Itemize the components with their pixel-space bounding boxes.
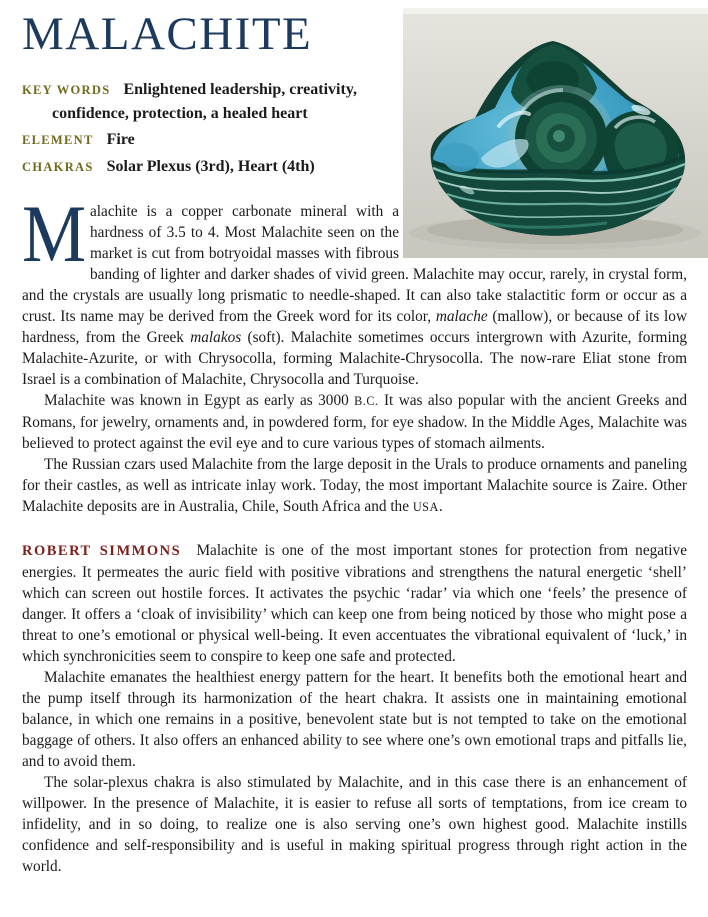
text-run: alachite is a copper carbonate mineral with a hardness of 3.5 to 4. Most Malachite seen on the market is cut from botryoidal masses with fibrous banding of lighter and darker shades of vivid green. Malachite may occur, rarely, in crystal form, and the crystals are usually long prismatic to needle-shaped. It can also take stalactitic form or occur as a crust. Its name may be derived from the Greek word for its color,: [22, 203, 687, 325]
text-run: Malachite emanates the healthiest energy pattern for the heart. It benefits both the emotional heart and the pump itself through its harmonization of the heart chakra. It assists one in maintaining emotional balance, in which one remains in a positive, benevolent state but is not tempted to take on the emotional baggage of others. It also offers an enhanced ability to see where one’s own emotional traps and pitfalls lie, and to avoid them.: [22, 669, 687, 770]
property-label: KEY WORDS: [22, 83, 111, 97]
text-run: Malachite is one of the most important stones for protection from negative energies. It permeates the auric field with positive vibrations and strengthens the natural energetic ‘shell’ which can screen out hostile forces. It activates the psychic ‘radar’ via which one ‘feels’ the presence of danger. It offers a ‘cloak of invisibility’ which can keep one from being noticed by those who might pose a threat to one’s emotional or physical well-being. It even accentuates the vibrational equivalent of ‘luck,’ in which synchronicities seem to conspire to keep one safe and protected.: [22, 542, 687, 665]
drop-cap: M: [22, 188, 87, 279]
italic-term: malache: [435, 308, 488, 325]
property-label: CHAKRAS: [22, 160, 94, 174]
text-run: The solar-plexus chakra is also stimulated by Malachite, and in this case there is an enhancement of willpower. In the presence of Malachite, it is easier to refuse all sorts of temptations, from ice cream to infidelity, and in so doing, to realize one is also serving one’s own highest good. Malachite instills confidence and self-responsibility and is useful in making spiritual progress through right action in the world.: [22, 774, 687, 875]
body-paragraph: [22, 540, 687, 667]
text-run: Malachite was known in Egypt as early as 3000: [44, 392, 355, 409]
property-label: ELEMENT: [22, 133, 94, 147]
property-value: Enlightened leadership, creativity, confidence, protection, a healed heart: [52, 81, 357, 122]
page-title: MALACHITE: [22, 8, 313, 60]
text-run: (mallow), or because of its low hardness, from the Greek: [22, 308, 687, 346]
property-value: Solar Plexus (3rd), Heart (4th): [106, 158, 315, 175]
photo-wrap-spacer: [399, 6, 687, 260]
text-run: The Russian czars used Malachite from the large deposit in the Urals to produce ornaments and paneling for their castles, as well as intricate inlay work. Today, the most important Malachite source is Zaire. Other Malachite deposits are in Australia, Chile, South Africa and the: [22, 456, 687, 515]
text-run: .: [438, 498, 443, 515]
italic-term: malakos: [190, 329, 242, 346]
robert-simmons-section: [22, 540, 687, 877]
small-caps-term: USA: [412, 500, 439, 514]
body-paragraph: [22, 667, 687, 772]
author-label: ROBERT SIMMONS: [22, 543, 182, 559]
text-run: (soft). Malachite sometimes occurs intergrown with Azurite, forming Malachite-Azurite, or with Chrysocolla, forming Malachite-Chrysocolla. The now-rare Eliat stone from Israel is a combination of Malachite, Chrysocolla and Turquoise.: [22, 329, 687, 388]
body-paragraph: [22, 772, 687, 877]
body-paragraph: [22, 390, 687, 454]
body-paragraph: [22, 454, 687, 518]
text-run: It was also popular with the ancient Greeks and Romans, for jewelry, ornaments and, in powdered form, for eye shadow. In the Middle Ages, Malachite was believed to protect against the evil eye and to cure various types of stomach ailments.: [22, 392, 687, 452]
property-value: Fire: [106, 131, 135, 148]
small-caps-term: B.C.: [354, 394, 379, 408]
